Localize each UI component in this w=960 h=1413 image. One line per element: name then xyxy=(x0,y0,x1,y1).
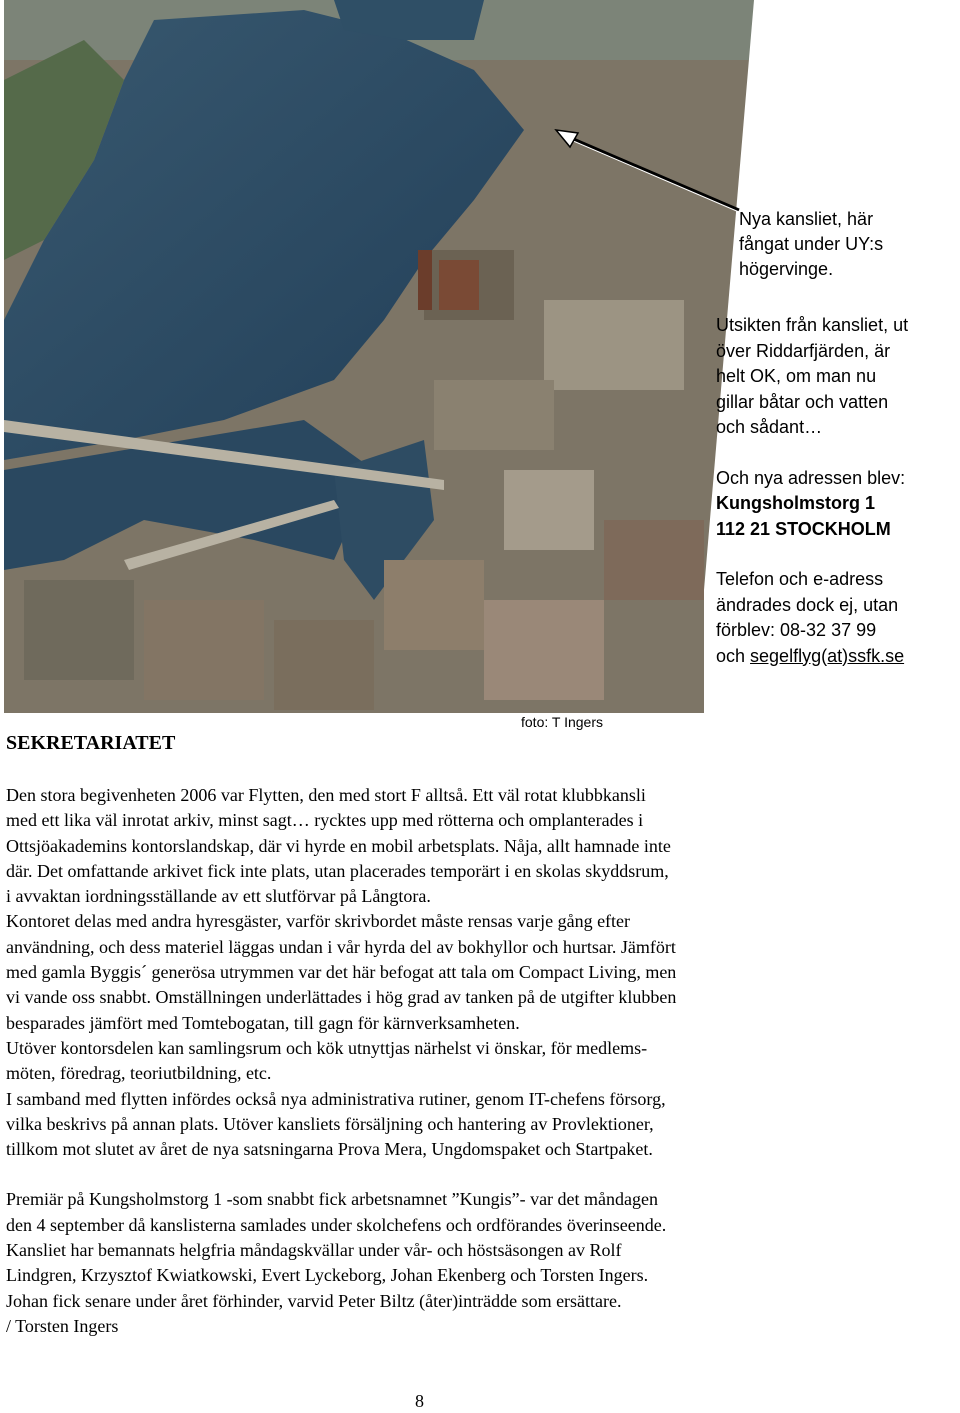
view-line: helt OK, om man nu xyxy=(716,366,877,386)
view-line: över Riddarfjärden, är xyxy=(716,340,891,361)
contact-prefix: och xyxy=(716,645,751,666)
contact-line: förblev: 08-32 37 99 xyxy=(716,620,877,640)
contact-line: Telefon och e-adress xyxy=(716,569,884,589)
photo-credit: foto: T Ingers xyxy=(521,714,603,730)
body-line: Kontoret delas med andra hyresgäster, varför skrivbordet måste rensas varje gång efter xyxy=(6,911,631,932)
contact-line: ändrades dock ej, utan xyxy=(716,594,899,615)
note-line: fångat under UY:s xyxy=(739,234,884,254)
body-line: Ottsjöakademins kontorslandskap, där vi hyrde en mobil arbetsplats. Nåja, allt hamnade inte xyxy=(6,835,671,856)
sidebar-info xyxy=(716,313,952,669)
view-line: Utsikten från kansliet, ut xyxy=(716,315,909,335)
address-city: 112 21 STOCKHOLM xyxy=(716,518,891,539)
note-line: Nya kansliet, här xyxy=(739,209,874,229)
view-line: gillar båtar och vatten xyxy=(716,391,889,412)
body-line: Den stora begivenheten 2006 var Flytten, den med stort F alltså. Ett väl rotat klubbkansli xyxy=(6,785,646,805)
article-body xyxy=(6,783,946,1339)
body-line: vi vande oss snabbt. Omställningen underlättades i hög grad av tanken på de utgifter klubben xyxy=(6,987,677,1008)
note-line: högervinge. xyxy=(739,259,834,279)
body-line: I samband med flytten infördes också nya administrativa rutiner, genom IT-chefens försorg, xyxy=(6,1088,666,1109)
body-line: Lindgren, Krzysztof Kwiatkowski, Evert Lyckeborg, Johan Ekenberg och Torsten Ingers. xyxy=(6,1265,649,1286)
body-line: möten, föredrag, teoriutbildning, etc. xyxy=(6,1063,272,1084)
body-line: med ett lika väl inrotat arkiv, minst sagt… rycktes upp med rötterna och omplanterades i xyxy=(6,810,644,831)
body-line: med gamla Byggis´ generösa utrymmen var det här befogat att tala om Compact Living, men xyxy=(6,962,677,983)
page-number: 8 xyxy=(415,1391,424,1411)
body-line: Premiär på Kungsholmstorg 1 -som snabbt fick arbetsnamnet ”Kungis”- var det måndagen xyxy=(6,1189,659,1210)
photo-annotation-note xyxy=(739,207,949,282)
author-signature: / Torsten Ingers xyxy=(6,1315,119,1336)
body-line: besparades jämfört med Tomtebogatan, till gagn för kärnverksamheten. xyxy=(6,1012,520,1033)
body-line: i avvaktan iordningsställande av ett slutförvar på Långtora. xyxy=(6,886,431,907)
body-line: tillkom mot slutet av året de nya satsningarna Prova Mera, Ungdomspaket och Startpaket. xyxy=(6,1139,653,1160)
section-heading: SEKRETARIATET xyxy=(6,732,176,754)
contact-email-line xyxy=(716,644,952,670)
body-line: den 4 september då kanslisterna samlades under skolchefens och ordförandes överinseende. xyxy=(6,1214,667,1235)
email-link[interactable]: segelflyg(at)ssfk.se xyxy=(750,645,905,666)
address-street: Kungsholmstorg 1 xyxy=(716,493,876,513)
body-line: Utöver kontorsdelen kan samlingsrum och kök utnyttjas närhelst vi önskar, för medlems- xyxy=(6,1037,648,1058)
body-line: användning, och dess materiel läggas undan i vår hyrda del av bokhyllor och hurtsar. Jämfört xyxy=(6,936,676,957)
address-intro: Och nya adressen blev: xyxy=(716,467,906,488)
view-line: och sådant… xyxy=(716,417,823,437)
body-line: Johan fick senare under året förhinder, varvid Peter Biltz (åter)inträdde som ersättare. xyxy=(6,1290,622,1311)
body-line: Kansliet har bemannats helgfria måndagskvällar under vår- och höstsäsongen av Rolf xyxy=(6,1240,622,1261)
body-line: där. Det omfattande arkivet fick inte plats, utan placerades temporärt i en skolas skyddsrum, xyxy=(6,860,669,881)
body-line: vilka beskrivs på annan plats. Utöver kansliets försäljning och hantering av Provlektioner, xyxy=(6,1113,654,1134)
